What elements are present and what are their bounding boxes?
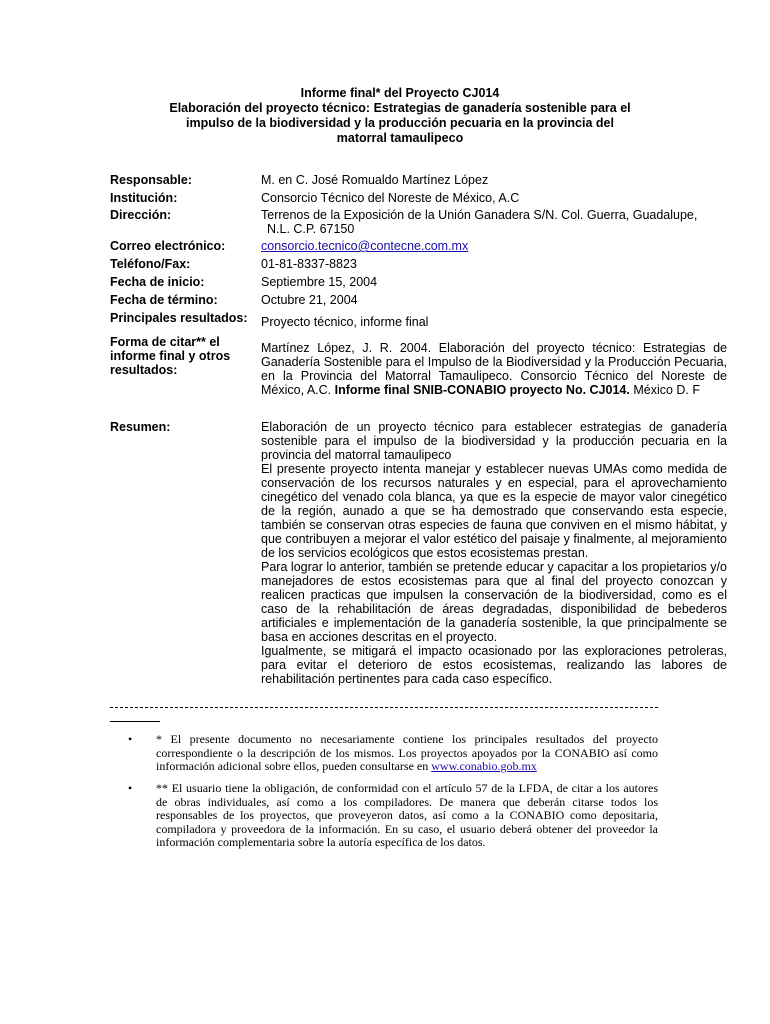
fecha-termino-value: Octubre 21, 2004 bbox=[261, 293, 358, 307]
direccion-value bbox=[261, 208, 727, 236]
title-line-1: Informe final* del Proyecto CJ014 bbox=[300, 86, 500, 100]
conabio-link[interactable]: www.conabio.gob.mx bbox=[431, 759, 537, 773]
telefono-value: 01-81-8337-8823 bbox=[261, 257, 357, 271]
title-line-3: impulso de la biodiversidad y la producción pecuaria en la provincia del bbox=[186, 116, 614, 130]
title-line-2: Elaboración del proyecto técnico: Estrategias de ganadería sostenible para el bbox=[169, 101, 631, 115]
telefono-label: Teléfono/Fax: bbox=[110, 257, 191, 271]
resultados-label: Principales resultados: bbox=[110, 311, 248, 325]
bullet-icon: • bbox=[128, 781, 133, 795]
responsable-value: M. en C. José Romualdo Martínez López bbox=[261, 173, 489, 187]
institucion-value: Consorcio Técnico del Noreste de México, A.C bbox=[261, 191, 520, 205]
citar-place: México D. F bbox=[633, 383, 701, 397]
direccion-line-2: N.L. C.P. 67150 bbox=[267, 222, 355, 236]
direccion-label: Dirección: bbox=[110, 208, 172, 222]
resumen-paragraph-4: Igualmente, se mitigará el impacto ocasionado por las exploraciones petroleras, para evitar el deterioro de estos ecosistemas, realizando las labores de rehabilitación pertinentes para cada caso específico. bbox=[261, 644, 727, 686]
resultados-value: Proyecto técnico, informe final bbox=[261, 315, 429, 329]
resumen-paragraph-3: Para lograr lo anterior, también se pretende educar y capacitar a los propietarios y/o manejadores de estos ecosistemas para que al final del proyecto conozcan y realicen practicas que impulsen la conservación de la biodiversidad, como es el caso de la rehabilitación de áreas degradadas, disponibilidad de bebederos artificiales e implementación de la ganadería sostenible, la que principalmente se basa en acciones descritas en el proyecto. bbox=[261, 560, 727, 644]
footnote-separator-short bbox=[110, 721, 160, 722]
citar-label bbox=[110, 335, 230, 377]
footnote-separator bbox=[110, 707, 658, 708]
resumen-text bbox=[261, 420, 727, 686]
resumen-paragraph-1: Elaboración de un proyecto técnico para establecer estrategias de ganadería sostenible para el impulso de la biodiversidad y la producción pecuaria en la provincia del matorral tamaulipeco bbox=[261, 420, 727, 462]
citar-reference: Martínez López, J. R. 2004. Elaboración del proyecto técnico: Estrategias de Ganadería Sostenible para el Impulso de la Biodiversidad y la Producción Pecuaria, en la Provincia del Matorral Tamaulipeco. Consorcio Técnico del Noreste de México, A.C. bbox=[261, 341, 727, 397]
footnote-1-text bbox=[156, 733, 658, 774]
citar-label-line-3: resultados: bbox=[110, 363, 178, 377]
citar-text bbox=[261, 341, 727, 397]
direccion-line-1: Terrenos de la Exposición de la Unión Ganadera S/N. Col. Guerra, Guadalupe, bbox=[261, 208, 698, 222]
correo-link[interactable]: consorcio.tecnico@contecne.com.mx bbox=[261, 239, 469, 253]
resumen-paragraph-2: El presente proyecto intenta manejar y establecer nuevas UMAs como medida de conservación de los recursos naturales y en especial, para el aprovechamiento cinegético del venado cola blanca, ya que es la especie de mayor valor cinegético de la región, aunado a que se ha demostrado que conservando esta especie, también se conservan otras especies de fauna que conviven en el mismo hábitat, y que contribuyen a mejorar el valor estético del paisaje y finalmente, al mejoramiento de los servicios ecológicos que estos ecosistemas prestan. bbox=[261, 462, 727, 560]
resumen-label: Resumen: bbox=[110, 420, 171, 434]
fecha-termino-label: Fecha de término: bbox=[110, 293, 218, 307]
correo-label: Correo electrónico: bbox=[110, 239, 226, 253]
citar-label-line-1: Forma de citar** el bbox=[110, 335, 220, 349]
title-line-4: matorral tamaulipeco bbox=[336, 131, 464, 145]
institucion-label: Institución: bbox=[110, 191, 178, 205]
footnote-1-body: * El presente documento no necesariamente contiene los principales resultados del proyecto correspondiente o la descripción de los mismos. Los proyectos apoyados por la CONABIO así como información adicional sobre ellos, pueden consultarse en bbox=[156, 732, 658, 773]
document-title bbox=[100, 86, 700, 146]
footnote-2-text: ** El usuario tiene la obligación, de conformidad con el artículo 57 de la LFDA, de citar a los autores de obras individuales, así como a los compiladores. De manera que deberán citarse todos los responsables de los proyectos, que proveyeron datos, así como a la CONABIO como depositaria, compiladora y proveedora de la información. En su caso, el usuario deberá obtener del proveedor la información complementaria sobre la autoría específica de los datos. bbox=[156, 781, 658, 849]
fecha-inicio-label: Fecha de inicio: bbox=[110, 275, 205, 289]
citar-reference-bold: Informe final SNIB-CONABIO proyecto No. CJ014. bbox=[334, 383, 630, 397]
responsable-label: Responsable: bbox=[110, 173, 192, 187]
fecha-inicio-value: Septiembre 15, 2004 bbox=[261, 275, 378, 289]
citar-label-line-2: informe final y otros bbox=[110, 349, 231, 363]
bullet-icon: • bbox=[128, 732, 133, 746]
